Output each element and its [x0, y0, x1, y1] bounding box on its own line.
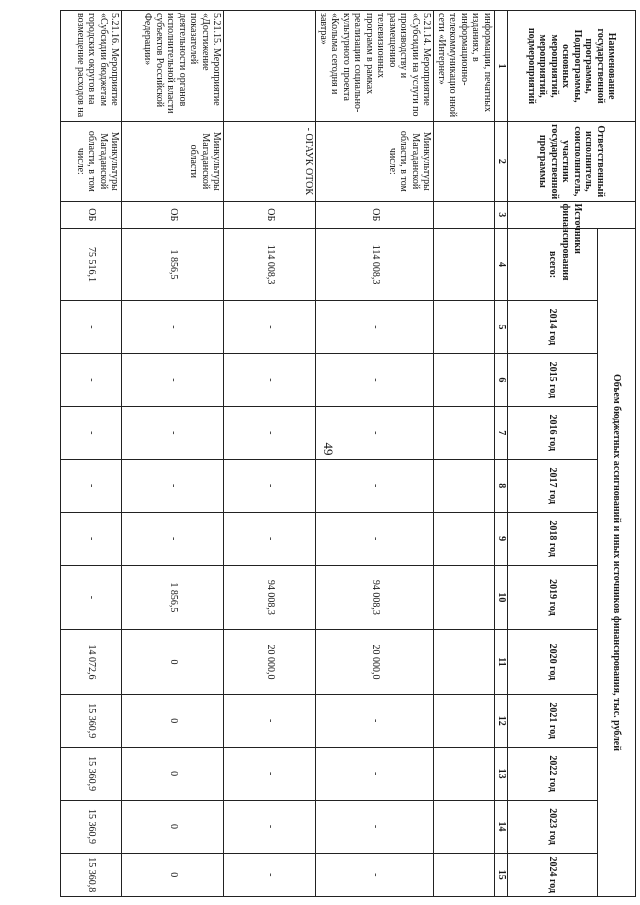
row-year-value: -	[224, 459, 316, 512]
row-year-value: 15 360,9	[61, 747, 123, 800]
row-year-value: 0	[122, 694, 224, 747]
row-total: 114 008,3	[224, 229, 316, 301]
row-year-value	[434, 800, 495, 853]
row-source	[434, 201, 495, 229]
row-year-value	[434, 694, 495, 747]
row-year-value: -	[122, 459, 224, 512]
row-year-value: -	[224, 853, 316, 897]
column-number: 9	[495, 512, 508, 565]
row-year-value: 0	[122, 630, 224, 695]
header-year: 2015 год	[508, 353, 598, 406]
row-year-value: -	[224, 406, 316, 459]
row-total: 75 516,1	[61, 229, 123, 301]
column-number: 3	[495, 201, 508, 229]
row-year-value: 0	[122, 853, 224, 897]
row-responsible: Минкультуры Магаданской области, в том числе:	[61, 122, 123, 201]
row-source: ОБ	[61, 201, 123, 229]
row-name	[224, 11, 316, 122]
row-total	[434, 229, 495, 301]
row-year-value: -	[61, 512, 123, 565]
row-year-value: -	[224, 800, 316, 853]
column-number: 8	[495, 459, 508, 512]
row-year-value: -	[224, 512, 316, 565]
row-responsible	[434, 122, 495, 201]
row-year-value: -	[61, 301, 123, 354]
row-source: ОБ	[316, 201, 434, 229]
column-number-row	[495, 11, 508, 897]
row-name: 5.21.14. Мероприятие «Субсидии на услуги по производству и размещению телевизионных программ в рамках реализации социально-культурного проекта «Колыма сегодня и завтра»	[316, 11, 434, 122]
row-year-value: -	[316, 406, 434, 459]
row-name: информации, печатных изданиях, в информационно-телекоммуникацио нной сети «Интернет»	[434, 11, 495, 122]
row-name: 5.21.16. Мероприятие «Субсидии бюджетам городских округов на возмещение расходов на	[61, 11, 123, 122]
row-year-value: -	[316, 512, 434, 565]
row-year-value: -	[122, 512, 224, 565]
row-year-value: -	[61, 459, 123, 512]
row-source: ОБ	[224, 201, 316, 229]
header-year: 2014 год	[508, 301, 598, 354]
header-total: всего:	[508, 229, 598, 301]
row-year-value: -	[316, 800, 434, 853]
header-year: 2023 год	[508, 800, 598, 853]
header-year: 2020 год	[508, 630, 598, 695]
column-number: 15	[495, 853, 508, 897]
row-year-value: 94 008,3	[224, 565, 316, 630]
column-number: 12	[495, 694, 508, 747]
table-row	[61, 11, 123, 897]
row-responsible: - ОГАУК ОТОК	[224, 122, 316, 201]
column-number: 6	[495, 353, 508, 406]
row-year-value: -	[224, 301, 316, 354]
row-year-value: -	[316, 747, 434, 800]
row-year-value: -	[61, 565, 123, 630]
row-year-value	[434, 459, 495, 512]
row-responsible: Минкультуры Магаданской области	[122, 122, 224, 201]
row-responsible: Минкультуры Магаданской области, в том числе:	[316, 122, 434, 201]
column-number: 1	[495, 11, 508, 122]
row-year-value	[434, 853, 495, 897]
header-year: 2016 год	[508, 406, 598, 459]
row-year-value	[434, 406, 495, 459]
row-year-value	[434, 565, 495, 630]
column-number: 5	[495, 301, 508, 354]
row-year-value: -	[61, 406, 123, 459]
funding-table-wrapper	[60, 10, 636, 897]
row-year-value: -	[316, 459, 434, 512]
header-year: 2018 год	[508, 512, 598, 565]
table-row	[434, 11, 495, 897]
row-year-value: 15 360,9	[61, 800, 123, 853]
row-year-value: 20 000,0	[316, 630, 434, 695]
header-year: 2019 год	[508, 565, 598, 630]
row-year-value: 94 008,3	[316, 565, 434, 630]
row-year-value: 0	[122, 747, 224, 800]
row-total: 114 008,3	[316, 229, 434, 301]
table-row	[122, 11, 224, 897]
row-name: 5.21.15. Мероприятие «Достижение показателей деятельности органов исполнительной власти субъектов Российской Федерации»	[122, 11, 224, 122]
table-row	[224, 11, 316, 897]
row-year-value: -	[224, 694, 316, 747]
header-year: 2022 год	[508, 747, 598, 800]
row-year-value: 15 360,9	[61, 694, 123, 747]
row-source: ОБ	[122, 201, 224, 229]
row-year-value: 20 000,0	[224, 630, 316, 695]
row-year-value: 15 360,8	[61, 853, 123, 897]
header-source: Источники финансирования	[508, 201, 636, 229]
page-number: 49	[321, 442, 336, 456]
row-year-value: -	[224, 353, 316, 406]
row-year-value: -	[122, 301, 224, 354]
column-number: 2	[495, 122, 508, 201]
row-year-value: 0	[122, 800, 224, 853]
row-year-value	[434, 747, 495, 800]
funding-table-rotated	[60, 10, 636, 897]
row-total: 1 856,5	[122, 229, 224, 301]
header-responsible: Ответственный исполнитель, соисполнитель, участник государственной программы	[508, 122, 636, 201]
row-year-value: -	[61, 353, 123, 406]
header-year: 2017 год	[508, 459, 598, 512]
header-year: 2024 год	[508, 853, 598, 897]
row-year-value: -	[122, 406, 224, 459]
row-year-value: -	[316, 301, 434, 354]
row-year-value	[434, 512, 495, 565]
row-year-value: -	[316, 853, 434, 897]
table-row	[316, 11, 434, 897]
column-number: 14	[495, 800, 508, 853]
column-number: 10	[495, 565, 508, 630]
column-number: 7	[495, 406, 508, 459]
row-year-value: -	[316, 694, 434, 747]
row-year-value: 14 072,6	[61, 630, 123, 695]
header-year: 2021 год	[508, 694, 598, 747]
header-name: Наименование государственной программы, Подпрограммы, основных мероприятий, мероприятий, подмероприятий	[508, 11, 636, 122]
row-year-value	[434, 630, 495, 695]
column-number: 13	[495, 747, 508, 800]
row-year-value: -	[316, 353, 434, 406]
column-number: 11	[495, 630, 508, 695]
row-year-value: 1 856,5	[122, 565, 224, 630]
header-funding-group: Объем бюджетных ассигнований и иных источников финансирования, тыс. рублей	[598, 229, 636, 897]
row-year-value: -	[224, 747, 316, 800]
row-year-value: -	[122, 353, 224, 406]
funding-table	[60, 10, 636, 897]
row-year-value	[434, 353, 495, 406]
column-number: 4	[495, 229, 508, 301]
row-year-value	[434, 301, 495, 354]
